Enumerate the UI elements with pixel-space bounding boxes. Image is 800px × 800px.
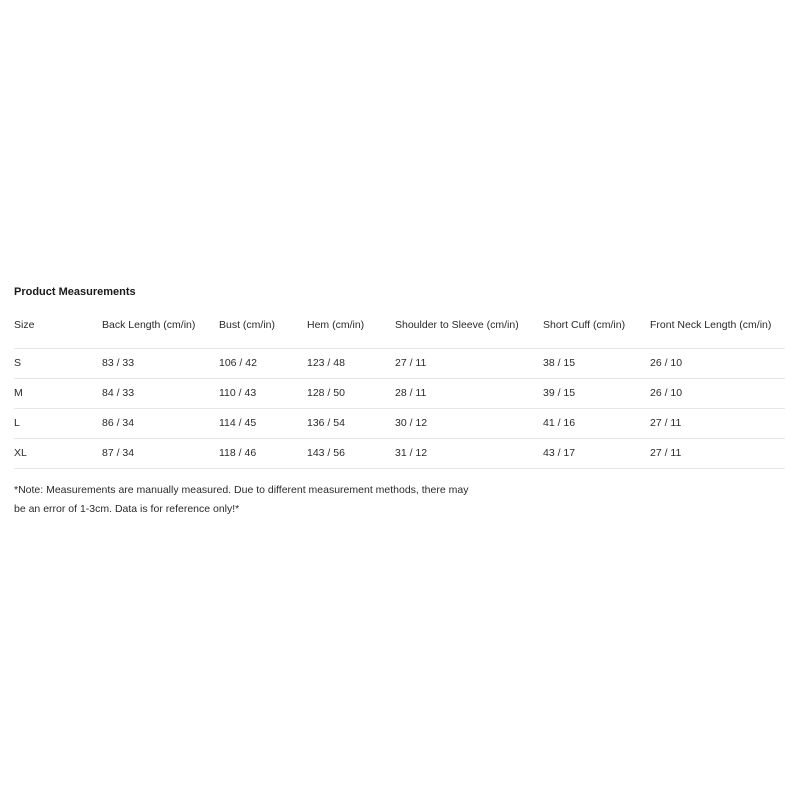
- measurement-note: [14, 481, 514, 519]
- table-cell-size: M: [14, 387, 23, 399]
- table-cell-front-neck-length: 26 / 10: [650, 387, 683, 399]
- table-cell-back-length: 84 / 33: [102, 387, 135, 399]
- table-cell-short-cuff: 38 / 15: [543, 357, 576, 369]
- table-cell-shoulder-to-sleeve: 27 / 11: [395, 357, 427, 369]
- table-row: [14, 348, 785, 378]
- column-header-back-length: Back Length (cm/in): [102, 319, 196, 331]
- table-cell-size: XL: [14, 447, 27, 459]
- note-line-2: be an error of 1-3cm. Data is for reference only!*: [14, 502, 240, 515]
- column-header-short-cuff: Short Cuff (cm/in): [543, 319, 626, 331]
- table-cell-front-neck-length: 27 / 11: [650, 447, 682, 459]
- table-cell-short-cuff: 39 / 15: [543, 387, 576, 399]
- table-cell-short-cuff: 43 / 17: [543, 447, 576, 459]
- table-row: [14, 438, 785, 468]
- table-cell-shoulder-to-sleeve: 31 / 12: [395, 447, 428, 459]
- column-header-shoulder-to-sleeve: Shoulder to Sleeve (cm/in): [395, 319, 519, 331]
- product-measurements-section: [14, 284, 786, 519]
- section-title: Product Measurements: [14, 286, 136, 298]
- column-header-size: Size: [14, 319, 35, 331]
- table-cell-shoulder-to-sleeve: 30 / 12: [395, 417, 428, 429]
- table-cell-hem: 136 / 54: [307, 417, 345, 429]
- column-header-bust: Bust (cm/in): [219, 319, 276, 331]
- table-cell-bust: 106 / 42: [219, 357, 257, 369]
- table-cell-bust: 118 / 46: [219, 447, 257, 459]
- table-cell-back-length: 83 / 33: [102, 357, 135, 369]
- table-cell-hem: 128 / 50: [307, 387, 345, 399]
- table-cell-shoulder-to-sleeve: 28 / 11: [395, 387, 427, 399]
- table-cell-front-neck-length: 26 / 10: [650, 357, 683, 369]
- table-row: [14, 378, 785, 408]
- table-header-row: [14, 318, 785, 348]
- table-row: [14, 408, 785, 438]
- table-cell-hem: 143 / 56: [307, 447, 345, 459]
- table-cell-front-neck-length: 27 / 11: [650, 417, 682, 429]
- column-header-front-neck-length: Front Neck Length (cm/in): [650, 319, 772, 331]
- table-cell-bust: 110 / 43: [219, 387, 257, 399]
- table-cell-bust: 114 / 45: [219, 417, 257, 429]
- note-line-1: *Note: Measurements are manually measured. Due to different measurement methods, there may: [14, 483, 469, 496]
- measurements-table: [14, 318, 785, 469]
- table-cell-size: L: [14, 417, 20, 429]
- table-cell-size: S: [14, 357, 22, 369]
- table-cell-back-length: 86 / 34: [102, 417, 135, 429]
- table-cell-short-cuff: 41 / 16: [543, 417, 576, 429]
- table-cell-hem: 123 / 48: [307, 357, 345, 369]
- column-header-hem: Hem (cm/in): [307, 319, 365, 331]
- table-cell-back-length: 87 / 34: [102, 447, 135, 459]
